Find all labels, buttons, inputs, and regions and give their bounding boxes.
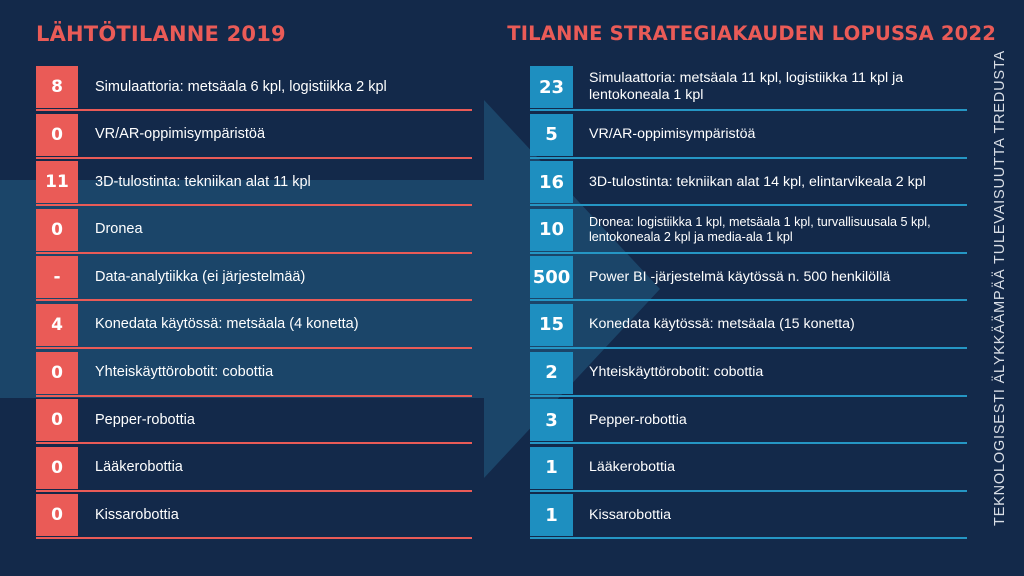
divider [36,442,472,444]
divider [530,347,967,349]
item-text: Lääkerobottia [95,459,183,476]
value-badge: 5 [530,114,573,156]
list-item [36,114,472,162]
value-badge: 16 [530,161,573,203]
item-text: Pepper-robottia [589,411,687,428]
divider [36,299,472,301]
list-item [36,256,472,304]
list-item [36,352,472,400]
value-badge: - [36,256,78,298]
item-text: Simulaattoria: metsäala 6 kpl, logistiikka 2 kpl [95,78,387,95]
divider [36,490,472,492]
list-item [36,494,472,542]
divider [36,204,472,206]
value-badge: 11 [36,161,78,203]
item-text: Yhteiskäyttörobotit: cobottia [589,364,764,381]
item-text: Dronea: logistiikka 1 kpl, metsäala 1 kpl, turvallisuusala 5 kpl, lentokoneala 2 kpl ja media-ala 1 kpl [589,214,931,244]
list-item [36,399,472,447]
item-text: Data-analytiikka (ei järjestelmää) [95,268,306,285]
list-item [530,66,967,114]
left-title: LÄHTÖTILANNE 2019 [36,22,286,46]
list-item [36,66,472,114]
item-text: Kissarobottia [95,506,179,523]
item-text: Konedata käytössä: metsäala (15 konetta) [589,316,855,333]
divider [36,395,472,397]
divider [36,109,472,111]
item-text: VR/AR-oppimisympäristöä [95,126,266,143]
list-item [530,161,967,209]
item-text: 3D-tulostinta: tekniikan alat 11 kpl [95,173,311,190]
list-item [36,209,472,257]
item-text: Power BI -järjestelmä käytössä n. 500 henkilöllä [589,268,891,285]
divider [530,157,967,159]
value-badge: 500 [530,256,573,298]
list-item [530,494,967,542]
list-item [530,447,967,495]
item-text: Kissarobottia [589,506,672,523]
value-badge: 10 [530,209,573,251]
list-item [36,304,472,352]
item-text: Konedata käytössä: metsäala (4 konetta) [95,316,359,333]
divider [530,109,967,111]
value-badge: 2 [530,352,573,394]
item-text: Simulaattoria: metsäala 11 kpl, logistiikka 11 kpl ja lentokoneala 1 kpl [589,70,904,103]
value-badge: 8 [36,66,78,108]
value-badge: 0 [36,399,78,441]
list-item [530,304,967,352]
left-list [36,66,472,542]
value-badge: 0 [36,352,78,394]
value-badge: 15 [530,304,573,346]
value-badge: 0 [36,209,78,251]
right-list [530,66,967,542]
value-badge: 1 [530,447,573,489]
divider [530,537,967,539]
value-badge: 3 [530,399,573,441]
item-text: 3D-tulostinta: tekniikan alat 14 kpl, elintarvikeala 2 kpl [589,173,926,190]
divider [530,395,967,397]
divider [36,347,472,349]
item-text: Dronea [95,221,143,238]
divider [530,252,967,254]
value-badge: 0 [36,114,78,156]
value-badge: 0 [36,494,78,536]
list-item [36,447,472,495]
divider [36,157,472,159]
side-text: TEKNOLOGISESTI ÄLYKKÄÄMPÄÄ TULEVAISUUTTA TREDUSTA [992,50,1008,526]
value-badge: 4 [36,304,78,346]
list-item [36,161,472,209]
list-item [530,256,967,304]
item-text: Pepper-robottia [95,411,195,428]
list-item [530,114,967,162]
divider [530,442,967,444]
item-text: Yhteiskäyttörobotit: cobottia [95,364,274,381]
list-item [530,399,967,447]
divider [530,299,967,301]
divider [36,537,472,539]
divider [36,252,472,254]
list-item [530,352,967,400]
item-text: Lääkerobottia [589,459,675,476]
value-badge: 0 [36,447,78,489]
value-badge: 1 [530,494,573,536]
list-item [530,209,967,257]
divider [530,204,967,206]
divider [530,490,967,492]
item-text: VR/AR-oppimisympäristöä [589,126,756,143]
right-title: TILANNE STRATEGIAKAUDEN LOPUSSA 2022 [507,22,996,45]
value-badge: 23 [530,66,573,108]
